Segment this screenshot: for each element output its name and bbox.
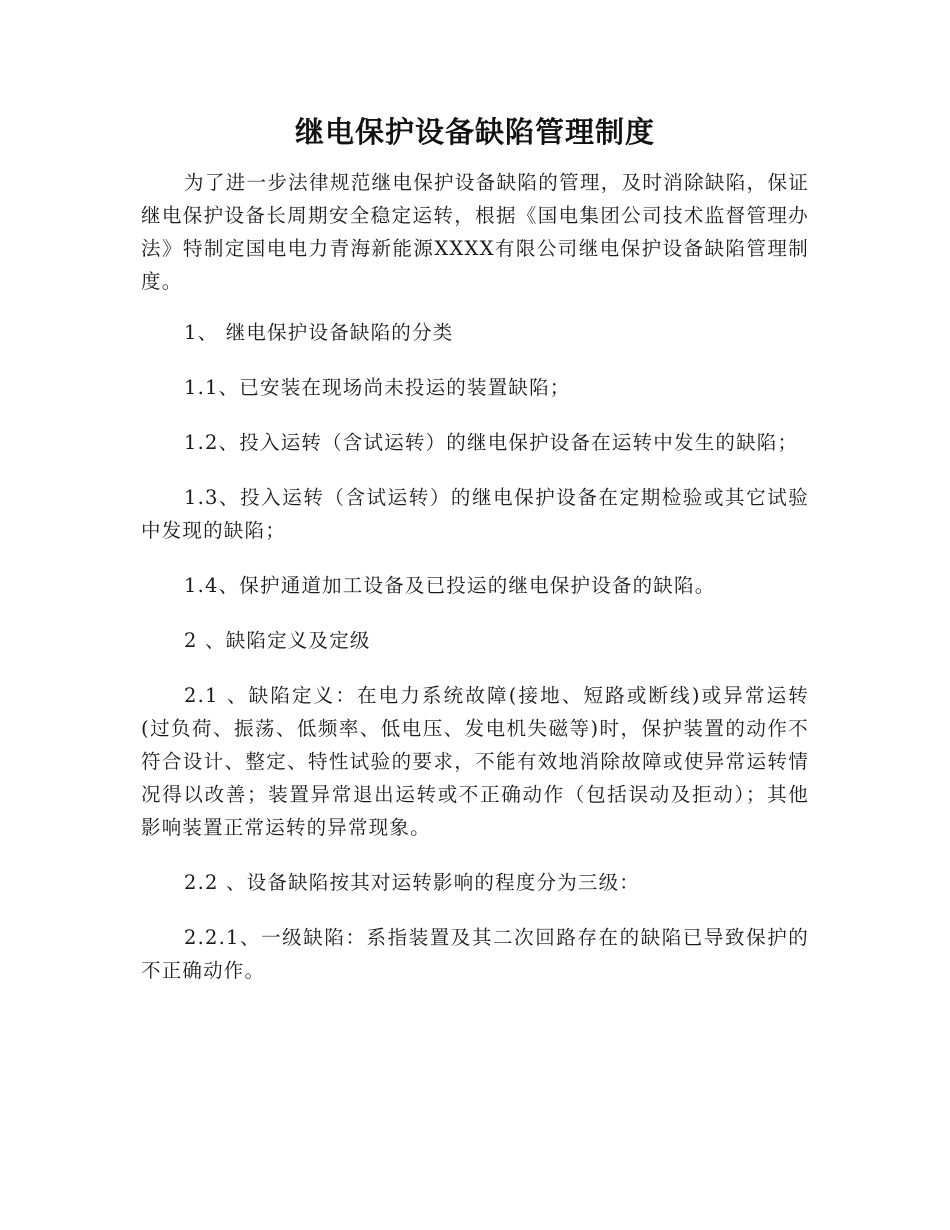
clause-2-2-1: 2.2.1、一级缺陷：系指装置及其二次回路存在的缺陷已导致保护的不正确动作。 [141, 926, 809, 982]
section-2-heading: 2 、缺陷定义及定级 [184, 629, 371, 652]
clause-1-2: 1.2、投入运转（含试运转）的继电保护设备在运转中发生的缺陷； [184, 431, 799, 454]
clause-1-3: 1.3、投入运转（含试运转）的继电保护设备在定期检验或其它试验中发现的缺陷； [141, 486, 809, 542]
clause-2-1: 2.1 、缺陷定义：在电力系统故障(接地、短路或断线)或异常运转(过负荷、振荡、低频率、低电压、发电机失磁等)时，保护装置的动作不符合设计、整定、特性试验的要求，不能有效地消除故障或使异常运转情况得以改善；装置异常退出运转或不正确动作（包括误动及拒动）；其他影响装置正常运转的异常现象。 [141, 684, 809, 839]
clause-1-4: 1.4、保护通道加工设备及已投运的继电保护设备的缺陷。 [184, 574, 716, 597]
section-1-heading: 1、 继电保护设备缺陷的分类 [184, 321, 454, 344]
clause-2-2: 2.2 、设备缺陷按其对运转影响的程度分为三级： [184, 871, 641, 894]
document-title: 继电保护设备缺陷管理制度 [294, 115, 655, 149]
document-body [141, 166, 809, 1009]
clause-1-1: 1.1、已安装在现场尚未投运的装置缺陷； [184, 376, 571, 399]
intro-paragraph: 为了进一步法律规范继电保护设备缺陷的管理，及时消除缺陷，保证继电保护设备长周期安全稳定运转，根据《国电集团公司技术监督管理办法》特制定国电电力青海新能源XXXX有限公司继电保护设备缺陷管理制度。 [141, 171, 809, 293]
